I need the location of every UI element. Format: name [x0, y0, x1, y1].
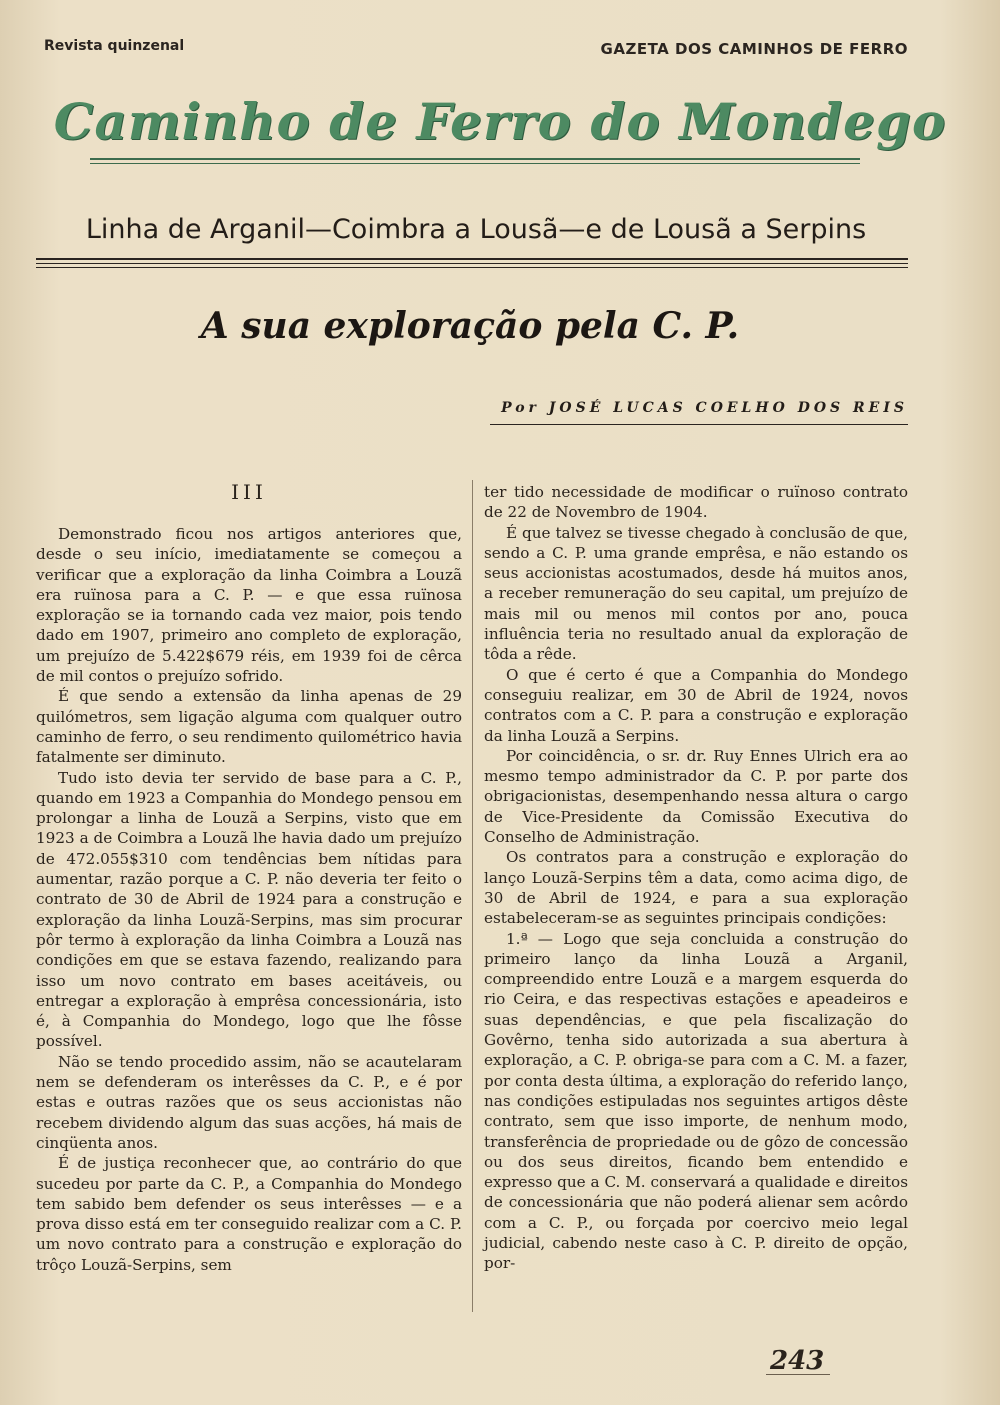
masthead-title: Caminho de Ferro do Mondego — [53, 92, 947, 151]
right-column — [484, 482, 908, 1274]
paragraph: Por coincidência, o sr. dr. Ruy Ennes Ulrich era ao mesmo tempo administrador da C. P. por parte dos obrigacionistas, desempenhando nessa altura o cargo de Vice-Presidente da Comissão Executiva do Conselho de Administração. — [484, 746, 908, 847]
paragraph: Tudo isto devia ter servido de base para a C. P., quando em 1923 a Companhia do Mondego pensou em prolongar a linha de Louzã a Serpins, visto que em 1923 a de Coimbra a Louzã lhe havia dado um prejuízo de 472.055$310 com tendências bem nítidas para aumentar, razão porque a C. P. não deveria ter feito o contrato de 30 de Abril de 1924 para a construção e exploração da linha Louzã-Serpins, mas sim procurar pôr termo à exploração da linha Coimbra a Louzã nas condições em que se estava fazendo, realizando para isso um novo contrato em bases aceitáveis, ou entregar a exploração à emprêsa concessionária, isto é, à Companhia do Mondego, logo que lhe fôsse possível. — [36, 768, 462, 1051]
paragraph: É que sendo a extensão da linha apenas de 29 quilómetros, sem ligação alguma com qualquer outro caminho de ferro, o seu rendimento quilométrico havia fatalmente ser diminuto. — [36, 687, 462, 767]
paragraph: Demonstrado ficou nos artigos anteriores que, desde o seu início, imediatamente se começou a verificar que a exploração da linha Coimbra a Louzã era ruïnosa para a C. P. — e que essa ruïnosa exploração se ia tornando cada vez maior, pois tendo dado em 1907, primeiro ano completo de exploração, um prejuízo de 5.422$679 réis, em 1939 foi de cêrca de mil contos o prejuízo sofrido. — [36, 525, 462, 686]
masthead-rule-thin — [90, 163, 860, 164]
article-title: A sua exploração pela C. P. — [200, 305, 740, 347]
article-byline: Por JOSÉ LUCAS COELHO DOS REIS — [501, 400, 908, 416]
subtitle-rule — [36, 258, 908, 260]
left-column — [36, 524, 462, 1275]
paragraph: Não se tendo procedido assim, não se acautelaram nem se defenderam os interêsses da C. P., e é por estas e outras razões que os seus accionistas não recebem dividendo algum das suas acções, há mais de cinqüenta anos. — [36, 1052, 462, 1152]
page-number-rule — [766, 1374, 830, 1375]
masthead-rule — [90, 158, 860, 160]
paragraph-continued: ter tido necessidade de modificar o ruïnoso contrato de 22 de Novembro de 1904. — [484, 483, 908, 522]
paragraph: É que talvez se tivesse chegado à conclusão de que, sendo a C. P. uma grande emprêsa, e não estando os seus accionistas acostumados, desde há muitos anos, a receber remuneração do seu capital, um prejuízo de mais mil ou menos mil contos por ano, pouca influência teria no resultado anual da exploração de tôda a rêde. — [484, 523, 908, 664]
running-header-right: GAZETA DOS CAMINHOS DE FERRO — [600, 40, 908, 58]
column-divider — [472, 480, 473, 1312]
paragraph: 1.ª — Logo que seja concluida a construção do primeiro lanço da linha Louzã a Arganil, compreendido entre Louzã e a margem esquerda do rio Ceira, e das respectivas estações e apeadeiros e suas dependências, e que pela fiscalização do Govêrno, tenha sido autorizada a sua abertura à exploração, a C. P. obriga-se para com a C. M. a fazer, por conta desta última, a exploração do referido lanço, nas condições estipuladas nos seguintes artigos dêste contrato, sem que isso importe, de nenhum modo, transferência de propriedade ou de gôzo de concessão ou dos seus direitos, ficando bem entendido e expresso que a C. M. conservará a qualidade e direitos de concessionária que não poderá alienar sem acôrdo com a C. P., ou forçada por coercivo meio legal judicial, cabendo neste caso à C. P. direito de opção, por- — [484, 929, 908, 1273]
paragraph: É de justiça reconhecer que, ao contrário do que sucedeu por parte da C. P., a Companhia do Mondego tem sabido bem defender os seus interêsses — e a prova disso está em ter conseguido realizar com a C. P. um novo contrato para a construção e exploração do trôço Louzã-Serpins, sem — [36, 1154, 462, 1274]
paragraph: O que é certo é que a Companhia do Mondego conseguiu realizar, em 30 de Abril de 1924, novos contratos com a C. P. para a construção e exploração da linha Louzã a Serpins. — [484, 665, 908, 745]
page-subtitle: Linha de Arganil—Coimbra a Lousã—e de Lousã a Serpins — [85, 214, 867, 245]
running-header-left: Revista quinzenal — [44, 38, 185, 54]
subtitle-rule-2 — [36, 263, 908, 264]
subtitle-rule-3 — [36, 267, 908, 268]
section-number: III — [231, 480, 267, 504]
page-number: 243 — [770, 1346, 825, 1376]
byline-rule — [490, 424, 908, 425]
paragraph: Os contratos para a construção e exploração do lanço Louzã-Serpins têm a data, como acima digo, de 30 de Abril de 1924, e para a sua exploração estabeleceram-se as seguintes principais condições: — [484, 848, 908, 928]
